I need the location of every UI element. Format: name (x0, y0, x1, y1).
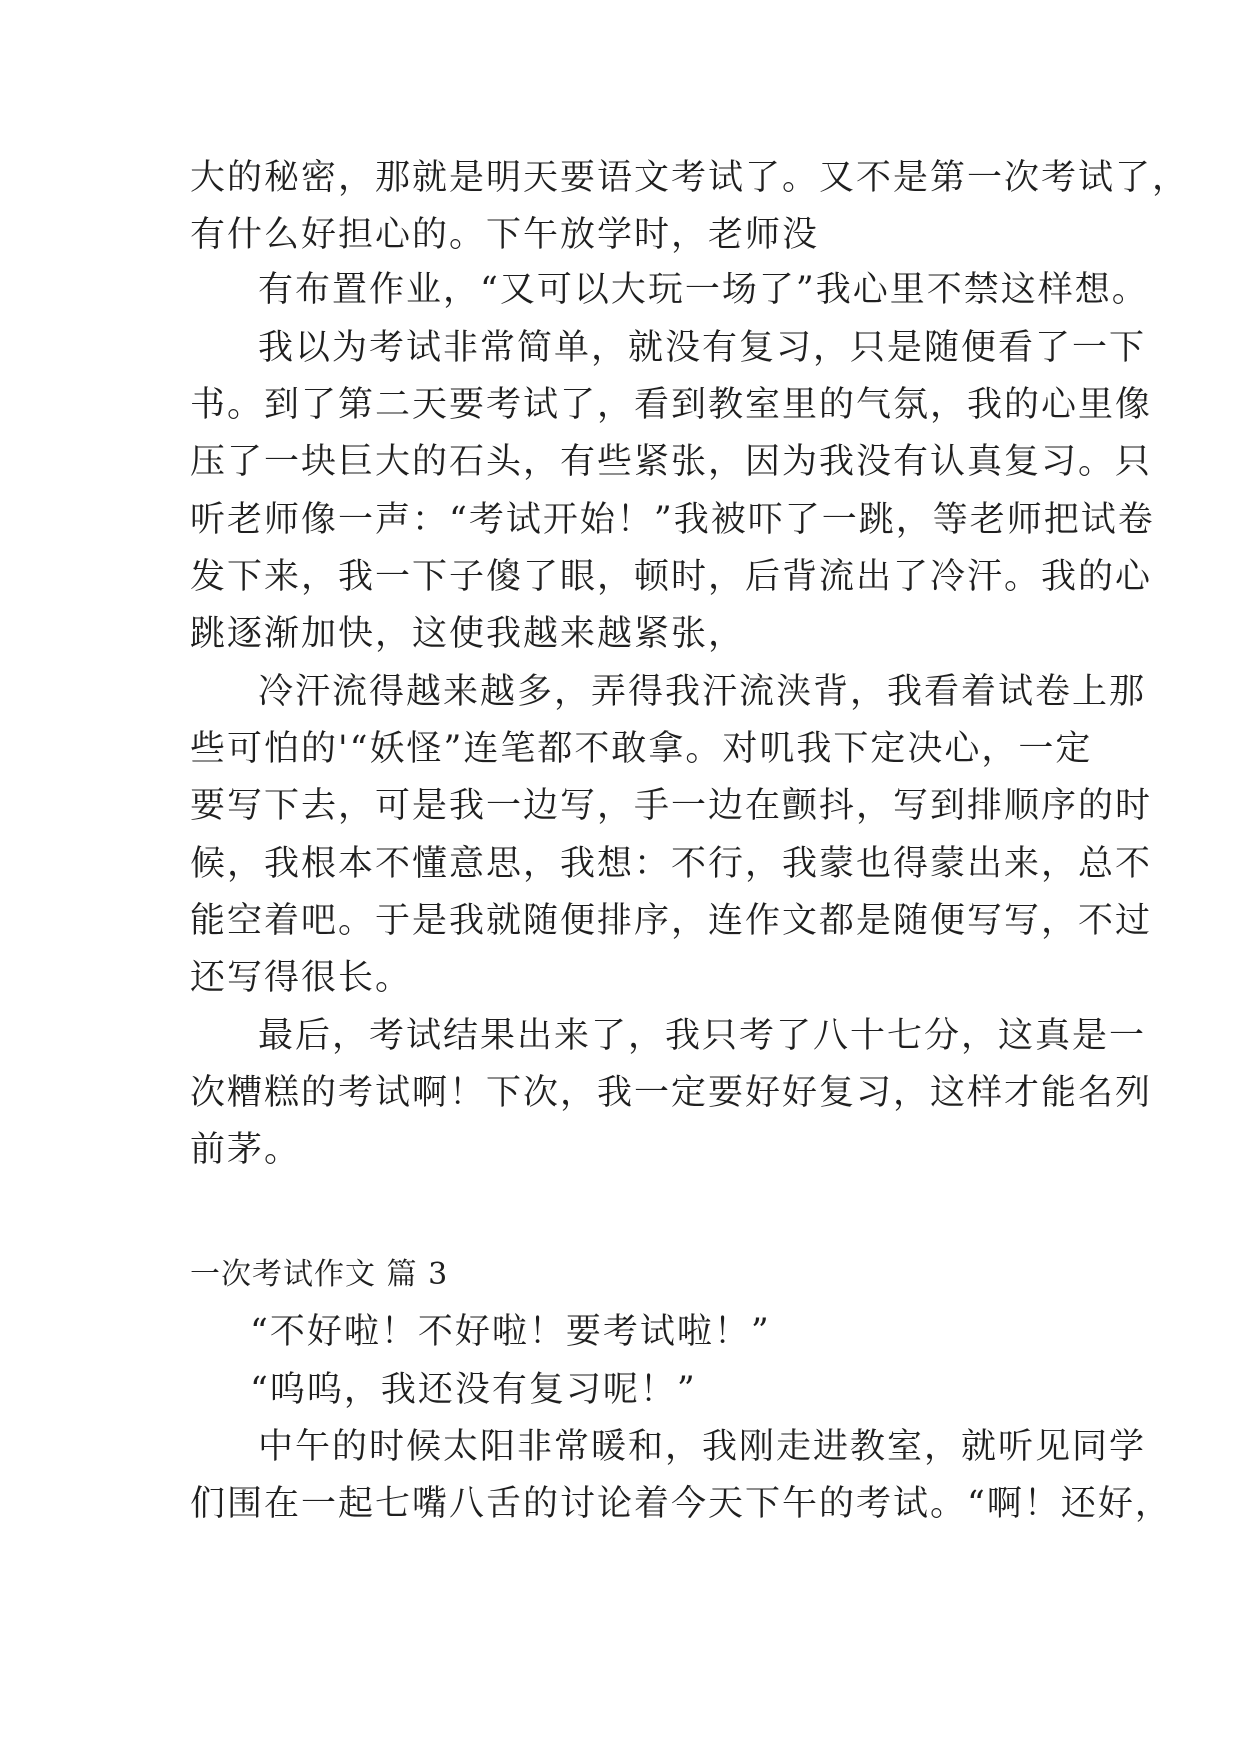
text-line: 们围在一起七嘴八舌的讨论着今天下午的考试。“啊！还好， (190, 1484, 1172, 1524)
text-line: 发下来，我一下子傻了眼，顿时，后背流出了冷汗。我的心 (190, 557, 1153, 597)
text-line: 次糟糕的考试啊！下次，我一定要好好复习，这样才能名列 (190, 1073, 1153, 1113)
text-line: 要写下去，可是我一边写，手一边在颤抖，写到排顺序的时 (190, 786, 1153, 826)
text-line: 中午的时候太阳非常暖和，我刚走进教室，就听见同学 (258, 1427, 1147, 1467)
text-line: 压了一块巨大的石头，有些紧张，因为我没有认真复习。只 (190, 442, 1153, 482)
text-line: 候，我根本不懂意思，我想：不行，我蒙也得蒙出来，总不 (190, 844, 1153, 884)
text-line: 跳逐渐加快，这使我越来越紧张， (190, 614, 746, 654)
text-line: 能空着吧。于是我就随便排序，连作文都是随便写写，不过 (190, 901, 1153, 941)
text-line: “不好啦！不好啦！要考试啦！” (250, 1312, 771, 1352)
text-line: 最后，考试结果出来了，我只考了八十七分，这真是一 (258, 1016, 1147, 1056)
section-heading: 一次考试作文 篇 3 (190, 1257, 449, 1292)
text-line: 大的秘密，那就是明天要语文考试了。又不是第一次考试了， (190, 158, 1190, 198)
text-line: 听老师像一声：“考试开始！”我被吓了一跳，等老师把试卷 (190, 500, 1155, 540)
text-line: 书。到了第二天要考试了，看到教室里的气氛，我的心里像 (190, 385, 1153, 425)
text-line: 有布置作业，“又可以大玩一场了”我心里不禁这样想。 (258, 270, 1149, 310)
text-line: 些可怕的'“妖怪”连笔都不敢拿。对叽我下定决心，一定 (190, 729, 1093, 769)
text-line: “呜呜，我还没有复习呢！” (250, 1370, 697, 1410)
text-line: 我以为考试非常简单，就没有复习，只是随便看了一下 (258, 328, 1147, 368)
text-line: 有什么好担心的。下午放学时，老师没 (190, 215, 820, 255)
text-line: 还写得很长。 (190, 958, 413, 998)
text-line: 冷汗流得越来越多，弄得我汗流浃背，我看着试卷上那 (258, 672, 1147, 712)
text-line: 前茅。 (190, 1130, 302, 1170)
